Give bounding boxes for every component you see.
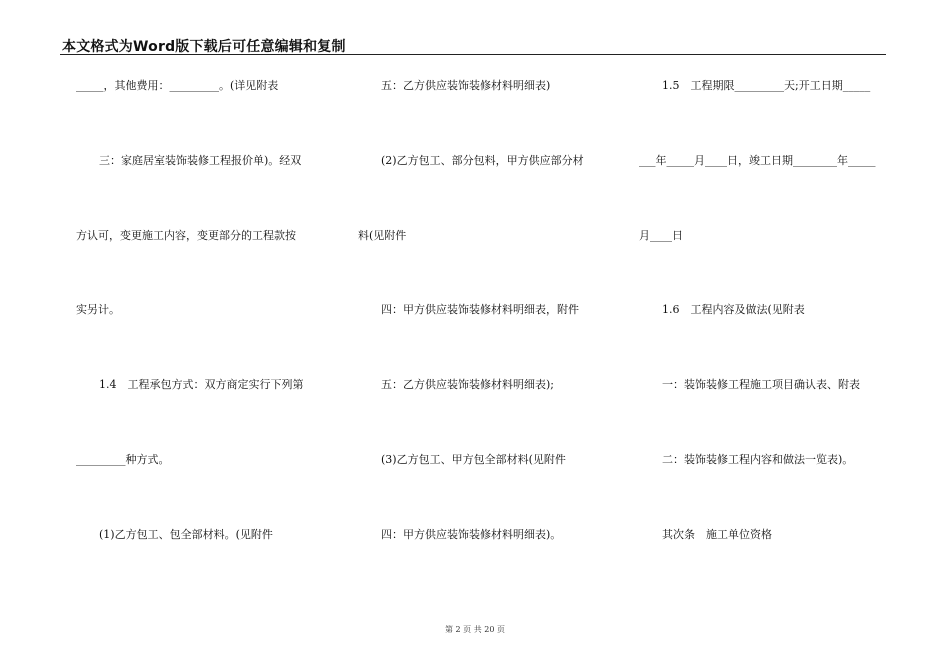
text-line: 一：装饰装修工程施工项目确认表、附表 xyxy=(662,378,860,391)
text-line: (2)乙方包工、部分包料，甲方供应部分材 xyxy=(381,154,584,167)
text-line: 四：甲方供应装饰装修材料明细表，附件 xyxy=(381,303,579,316)
text-line: (1)乙方包工、包全部材料。(见附件 xyxy=(99,528,273,541)
header-divider xyxy=(60,54,886,55)
text-line: 五：乙方供应装饰装修材料明细表); xyxy=(381,378,554,391)
text-line: 其次条 施工单位资格 xyxy=(662,528,772,541)
page-number-footer: 第 2 页 共 20 页 xyxy=(445,625,505,634)
text-line: 料(见附件 xyxy=(358,229,407,242)
document-header-title: 本文格式为Word版下载后可任意编辑和复制 xyxy=(62,39,346,55)
text-line: 五：乙方供应装饰装修材料明细表) xyxy=(381,79,551,92)
text-line: 三：家庭居室装饰装修工程报价单)。经双 xyxy=(99,154,302,167)
text-line: 二：装饰装修工程内容和做法一览表)。 xyxy=(662,453,854,466)
text-line: 1.5 工程期限_________天;开工日期_____ xyxy=(662,79,871,92)
text-line: 四：甲方供应装饰装修材料明细表)。 xyxy=(381,528,562,541)
text-line: _____，其他费用：_________。(详见附表 xyxy=(76,79,279,92)
text-line: _________种方式。 xyxy=(76,453,170,466)
text-line: (3)乙方包工、甲方包全部材料(见附件 xyxy=(381,453,566,466)
text-line: ___年_____月____日，竣工日期________年_____ xyxy=(639,154,876,167)
text-line: 实另计。 xyxy=(76,303,120,316)
text-line: 1.6 工程内容及做法(见附表 xyxy=(662,303,805,316)
text-line: 月____日 xyxy=(639,229,683,242)
text-line: 1.4 工程承包方式：双方商定实行下列第 xyxy=(99,378,304,391)
text-line: 方认可，变更施工内容，变更部分的工程款按 xyxy=(76,229,296,242)
